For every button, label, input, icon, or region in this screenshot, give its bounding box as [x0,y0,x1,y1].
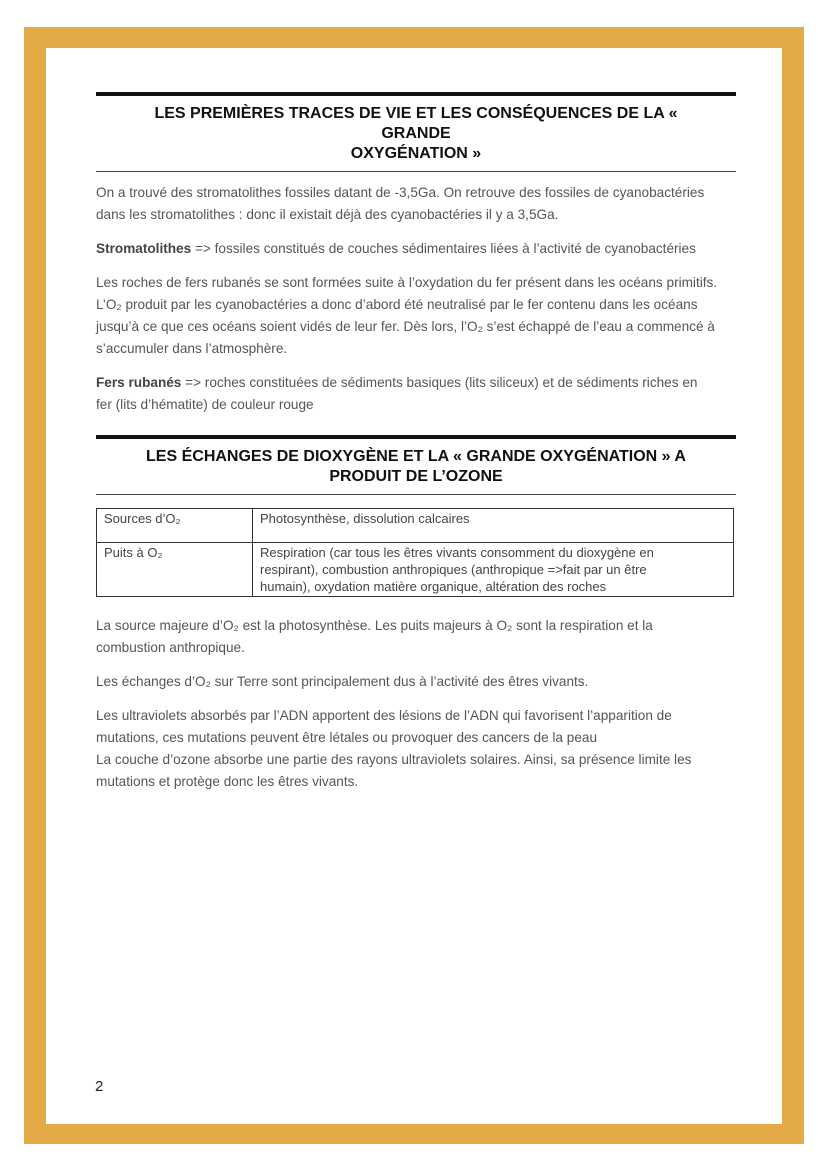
table-cell-value [253,509,734,543]
heading-line: LES PREMIÈRES TRACES DE VIE ET LES CONSÉQUENCES DE LA « GRANDE [154,105,678,142]
document-content [96,92,736,793]
text-line: La source majeure d’O₂ est la photosynthèse. Les puits majeurs à O₂ sont la respiration et la [96,618,653,633]
text-line: jusqu’à ce que ces océans soient vidés de leur fer. Dès lors, l’O₂ s’est échappé de l’eau a commencé à [96,319,715,334]
table-cell-label: Sources d’O₂ [97,509,253,543]
term-stromatolithes: Stromatolithes [96,241,192,256]
sources-puits-table [96,508,734,597]
text-line: mutations, ces mutations peuvent être létales ou provoquer des cancers de la peau [96,730,598,745]
text-line: s’accumuler dans l’atmosphère. [96,341,288,356]
paragraph-fers-rubanes [96,272,736,360]
definition-text: => roches constituées de sédiments basiques (lits siliceux) et de sédiments riches en [181,375,698,390]
text-line: La couche d’ozone absorbe une partie des rayons ultraviolets solaires. Ainsi, sa présence limite les [96,752,692,767]
text-line: combustion anthropique. [96,640,245,655]
paragraph-stromatolithes-fossiles [96,182,736,226]
cell-line: respirant), combustion anthropiques (anthropique =>fait par un être [260,562,647,577]
term-fers-rubanes: Fers rubanés [96,375,182,390]
text-line: Les échanges d’O₂ sur Terre sont principalement dus à l’activité des êtres vivants. [96,674,589,689]
definition-text: => fossiles constitués de couches sédimentaires liées à l’activité de cyanobactéries [191,241,696,256]
text-line: mutations et protège donc les êtres vivants. [96,774,359,789]
table-cell-label: Puits à O₂ [97,543,253,597]
section-heading-echanges-dioxygene [96,435,736,495]
section-spacer [96,416,736,435]
page-number: 2 [95,1078,104,1095]
table-row [97,509,734,543]
paragraph-source-majeure [96,615,736,659]
definition-text: fer (lits d’hématite) de couleur rouge [96,397,314,412]
cell-line: Respiration (car tous les êtres vivants consomment du dioxygène en [260,545,654,560]
paragraph-echanges-terre [96,671,736,693]
text-line: dans les stromatolithes : donc il existait déjà des cyanobactéries il y a 3,5Ga. [96,207,559,222]
paragraph-ultraviolets [96,705,736,793]
table-cell-value [253,543,734,597]
text-line: Les ultraviolets absorbés par l’ADN apportent des lésions de l’ADN qui favorisent l’apparition de [96,708,672,723]
text-line: Les roches de fers rubanés se sont formées suite à l’oxydation du fer présent dans les océans primitifs. [96,275,718,290]
heading-line: PRODUIT DE L’OZONE [329,468,503,485]
text-line: On a trouvé des stromatolithes fossiles datant de -3,5Ga. On retrouve des fossiles de cyanobactéries [96,185,705,200]
cell-line: Photosynthèse, dissolution calcaires [260,511,470,526]
table-row [97,543,734,597]
text-line: L’O₂ produit par les cyanobactéries a donc d’abord été neutralisé par le fer contenu dans les océans [96,297,698,312]
section-heading-premieres-traces [96,92,736,172]
definition-fers-rubanes [96,372,736,416]
heading-line: OXYGÉNATION » [350,145,482,162]
cell-line: humain), oxydation matière organique, altération des roches [260,579,607,594]
heading-line: LES ÉCHANGES DE DIOXYGÈNE ET LA « GRANDE OXYGÉNATION » A [146,448,686,465]
definition-stromatolithes [96,238,736,260]
